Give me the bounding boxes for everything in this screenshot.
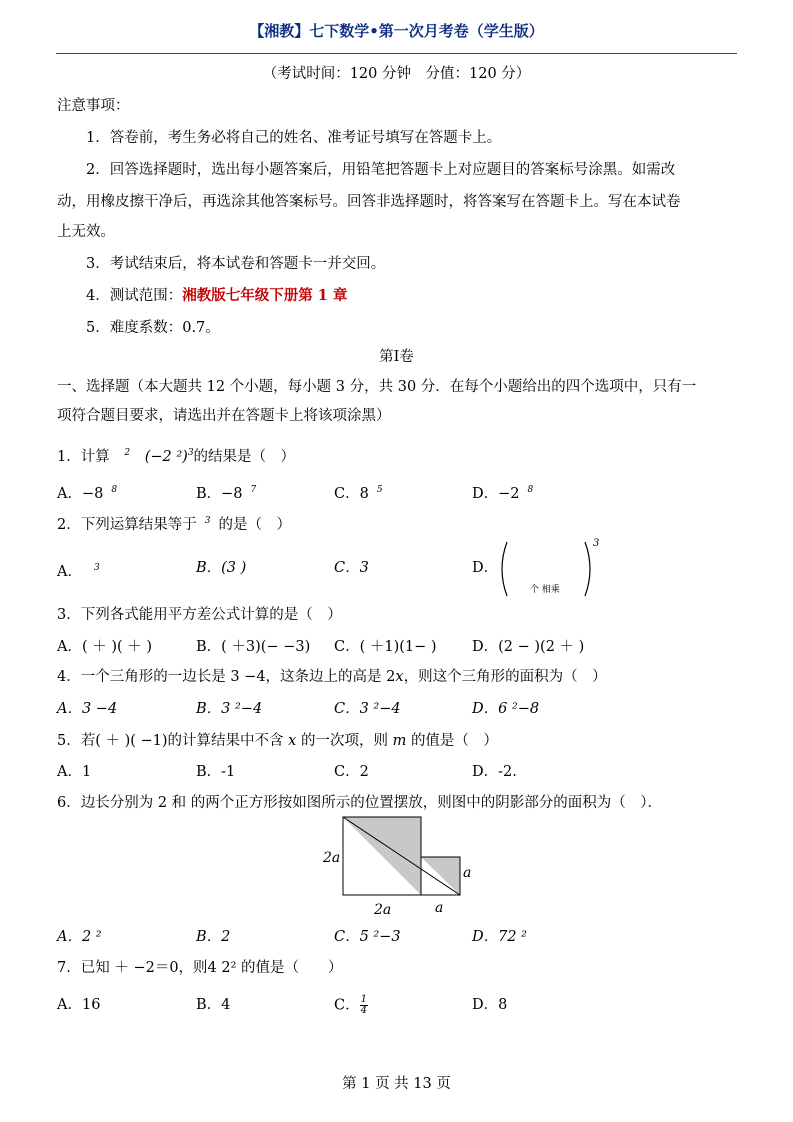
q1-option-a[interactable]: A．−8 $^8$ xyxy=(57,485,118,502)
q1-option-d[interactable]: D．−2 $^8$ xyxy=(472,485,534,502)
q3-option-b[interactable]: B．( ＋3)(− −3) xyxy=(196,639,311,655)
q6-figure xyxy=(318,814,478,918)
note-2-line-1: 2．回答选择题时，选出每小题答案后，用铅笔把答题卡上对应题目的答案标号涂黑。如需改 xyxy=(86,162,676,178)
q5-option-d[interactable]: D．-2. xyxy=(472,764,517,780)
fig-label-bottom: 2a xyxy=(374,902,392,918)
question-2-stem: 2．下列运算结果等于 $^3$ 的是（ ） xyxy=(57,516,291,533)
question-6-stem: 6．边长分别为 2 和 的两个正方形按如图所示的位置摆放，则图中的阴影部分的面积为（ ）． xyxy=(57,795,663,811)
q4-option-b[interactable]: B．3 ²−4 xyxy=(196,701,263,717)
q4-option-d[interactable]: D．6 ²−8 xyxy=(472,701,540,717)
q7-option-d[interactable]: D．8 xyxy=(472,997,508,1013)
shade-large-triangle xyxy=(343,817,421,895)
q4-option-a[interactable]: A．3 −4 xyxy=(57,701,118,717)
q7-option-b[interactable]: B．4 xyxy=(196,997,231,1013)
q2-option-b[interactable]: B．(3 ) xyxy=(196,560,247,576)
q3-option-c[interactable]: C．( ＋1)(1− ) xyxy=(334,639,437,655)
header-rule xyxy=(56,53,737,54)
right-paren-icon xyxy=(585,542,590,596)
fig-label-left: 2a xyxy=(323,850,341,866)
q4-option-c[interactable]: C．3 ²−4 xyxy=(334,701,401,717)
q2-option-a[interactable]: A． $^3$ xyxy=(57,563,100,580)
section-intro-line-2: 项符合题目要求，请选出并在答题卡上将该项涂黑） xyxy=(57,408,391,424)
q1-option-c[interactable]: C．8 $^5$ xyxy=(334,485,383,502)
q3-option-a[interactable]: A．( ＋ )( ＋ ) xyxy=(57,639,153,655)
note-2-line-2: 动，用橡皮擦干净后，再选涂其他答案标号。回答非选择题时，将答案写在答题卡上。写在本试卷 xyxy=(57,194,681,210)
exam-info: （考试时间：120 分钟 分值：120 分） xyxy=(262,66,531,82)
q1-option-b[interactable]: B．−8 $^7$ xyxy=(196,485,257,502)
section-intro-line-1: 一、选择题（本大题共 12 个小题，每小题 3 分，共 30 分．在每个小题给出的四个选项中，只有一 xyxy=(57,379,697,395)
q2-option-c[interactable]: C．3 xyxy=(334,560,369,576)
q1-pre-sup: 2 xyxy=(124,448,131,458)
q7-option-c[interactable]: C． $\frac{1}{4}$ xyxy=(334,994,367,1016)
q5-option-b[interactable]: B．-1 xyxy=(196,764,236,780)
q1-exp: 3 xyxy=(187,448,194,458)
note-2-line-3: 上无效。 xyxy=(57,224,115,240)
note-3: 3．考试结束后，将本试卷和答题卡一并交回。 xyxy=(86,256,386,272)
note-5: 5．难度系数：0.7。 xyxy=(86,320,220,336)
q2-d-note: 个 相乘 xyxy=(530,585,560,595)
q6-option-c[interactable]: C．5 ²−3 xyxy=(334,929,401,945)
q6-option-d[interactable]: D．72 ² xyxy=(472,929,527,945)
notes-heading: 注意事项： xyxy=(57,98,130,114)
question-7-stem: 7．已知 ＋ −2＝0，则4 2² 的值是（ ） xyxy=(57,960,343,976)
fig-label-small-right: a xyxy=(463,865,472,881)
q3-option-d[interactable]: D．(2 − )(2 ＋ ) xyxy=(472,639,585,655)
q2-option-d[interactable]: D． xyxy=(472,560,499,576)
q6-option-a[interactable]: A．2 ² xyxy=(57,929,102,945)
q7-c-fraction: $\frac{1}{4}$ xyxy=(360,994,367,1016)
q7-option-a[interactable]: A．16 xyxy=(57,997,101,1013)
note-1: 1．答卷前，考生务必将自己的姓名、准考证号填写在答题卡上。 xyxy=(86,130,502,146)
q2-d-exp: 3 xyxy=(593,538,600,549)
page-header-title: 【湘教】七下数学•第一次月考卷（学生版） xyxy=(249,22,544,40)
note-4 xyxy=(86,286,347,306)
q5-option-c[interactable]: C．2 xyxy=(334,764,369,780)
question-5-stem: 5．若( ＋ )( −1)的计算结果中不含 x 的一次项，则 m 的值是（ ） xyxy=(57,733,498,749)
q1-stem-b: 的结果是（ ） xyxy=(193,448,296,465)
section-title: 第Ⅰ卷 xyxy=(379,349,414,365)
question-3-stem: 3．下列各式能用平方差公式计算的是（ ） xyxy=(57,607,342,623)
left-paren-icon xyxy=(502,542,507,596)
question-1-stem xyxy=(57,443,295,467)
q1-expr: (−2 ²) xyxy=(144,448,188,465)
question-4-stem: 4．一个三角形的一边长是 3 −4，这条边上的高是 2x，则这个三角形的面积为（ ） xyxy=(57,669,607,685)
fig-label-small-bottom: a xyxy=(435,900,444,916)
q2-option-d-bracket-expr xyxy=(495,536,610,602)
q6-option-b[interactable]: B．2 xyxy=(196,929,231,945)
note-4-range: 湘教版七年级下册第 1 章 xyxy=(182,287,348,304)
q1-stem-a: 1．计算 xyxy=(57,448,110,465)
note-4-prefix: 4．测试范围： xyxy=(86,288,183,304)
q5-option-a[interactable]: A．1 xyxy=(57,764,92,780)
page-footer: 第 1 页 共 13 页 xyxy=(342,1076,451,1092)
